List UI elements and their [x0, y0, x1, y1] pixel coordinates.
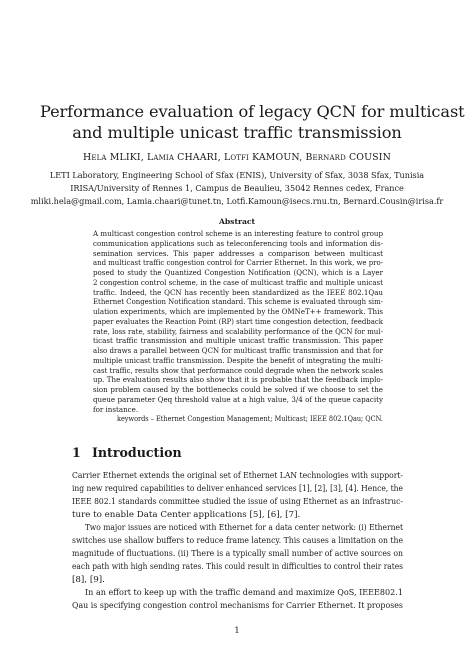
abstract-line: also draws a parallel between QCN for multicast traffic transmission and that for	[93, 346, 383, 355]
body-line: Qau is specifying congestion control mechanisms for Carrier Ethernet. It proposes	[72, 601, 403, 611]
section-number: 1	[72, 445, 81, 460]
affiliation-line-1: LETI Laboratory, Engineering School of Sfax (ENIS), University of Sfax, 3038 Sfax, Tunisia	[49, 170, 425, 180]
body-line: Two major issues are noticed with Ethernet for a data center network: (i) Ethernet	[85, 523, 404, 533]
abstract-line: up. The evaluation results also show that it is probable that the feedback implo-	[93, 375, 384, 385]
abstract-line: Ethernet Congestion Notification standard. This scheme is evaluated through sim-	[93, 297, 384, 307]
keywords-line: keywords – Ethernet Congestion Management; Multicast; IEEE 802.1Qau; QCN.	[117, 414, 384, 424]
author-emails: mliki.hela@gmail.com, Lamia.chaari@tunet.tn, Lotfi.Kamoun@isecs.rnu.tn, Bernard.Cousin@irisa.fr	[30, 196, 444, 207]
body-line: each path with high sending rates. This could result in difficulties to control their rates	[72, 562, 404, 572]
abstract-heading: Abstract	[218, 217, 256, 226]
body-line: In an effort to keep up with the traffic demand and maximize QoS, IEEE802.1	[85, 588, 404, 598]
title-line-2: and multiple unicast traffic transmission	[72, 123, 402, 142]
abstract-line: and multicast traffic congestion control for Carrier Ethernet. In this work, we pro-	[93, 258, 384, 268]
abstract-line: traffic. Indeed, the QCN has recently been standardized as the IEEE 802.1Qau	[93, 287, 383, 297]
abstract-line: ulation experiments, which are implemented by the OMNeT++ framework. This	[93, 307, 383, 316]
body-line: Carrier Ethernet extends the original set of Ethernet LAN technologies with support-	[72, 471, 403, 481]
abstract-line: cast traffic, results show that performance could degrade when the network scales	[93, 365, 384, 375]
author-list: Hela MLIKI, Lamia CHAARI, Lotfi KAMOUN, Bernard COUSIN	[83, 152, 391, 163]
abstract-line: paper evaluates the Reaction Point (RP) start time congestion detection, feedback	[93, 316, 383, 326]
abstract-body	[93, 229, 383, 424]
title-line-1: Performance evaluation of legacy QCN for multicast	[40, 102, 465, 121]
body-line: IEEE 802.1 standards committee studied the issue of using Ethernet as an infrastruc-	[72, 497, 403, 507]
abstract-line: for instance.	[93, 404, 139, 414]
paper-title	[40, 101, 465, 143]
body-line: ing new required capabilities to deliver enhanced services [1], [2], [3], [4]. Hence, the	[72, 484, 404, 494]
abstract-line: semination services. This paper addresses a comparison between multicast	[93, 248, 383, 258]
abstract-line: 2 congestion control scheme, in the case of multicast traffic and multiple unicast	[93, 277, 383, 287]
abstract-line: posed to study the Quantized Congestion Notification (QCN), which is a Layer	[93, 268, 383, 277]
abstract-line: A multicast congestion control scheme is an interesting feature to control group	[93, 229, 383, 238]
introduction-body	[72, 470, 403, 613]
body-line: ture to enable Data Center applications [5], [6], [7].	[72, 510, 301, 520]
body-line: switches use shallow buffers to reduce frame latency. This causes a limitation on the	[72, 536, 404, 546]
body-line: [8], [9].	[72, 575, 105, 585]
section-title: Introduction	[92, 445, 182, 460]
affiliations	[0, 169, 474, 209]
abstract-line: communication applications such as teleconferencing tools and information dis-	[93, 238, 383, 248]
abstract-line: rate, loss rate, stability, fairness and scalability performance of the QCN for mul-	[93, 326, 383, 336]
abstract-line: queue parameter Qeq threshold value at a high value, 3/4 of the queue capacity	[93, 394, 383, 404]
abstract-line: multiple unicast traffic transmission. Despite the benefit of integrating the multi-	[93, 355, 384, 365]
page-number: 1	[234, 626, 240, 636]
body-line: magnitude of fluctuations. (ii) There is a typically small number of active sources on	[72, 549, 403, 559]
abstract-line: ticast traffic transmission and multiple unicast traffic transmission. This paper	[93, 336, 384, 346]
abstract-line: sion problem caused by the bottlenecks could be solved if we choose to set the	[93, 385, 383, 394]
affiliation-line-2: IRISA/University of Rennes 1, Campus de Beaulieu, 35042 Rennes cedex, France	[70, 183, 404, 194]
section-heading	[72, 445, 182, 460]
